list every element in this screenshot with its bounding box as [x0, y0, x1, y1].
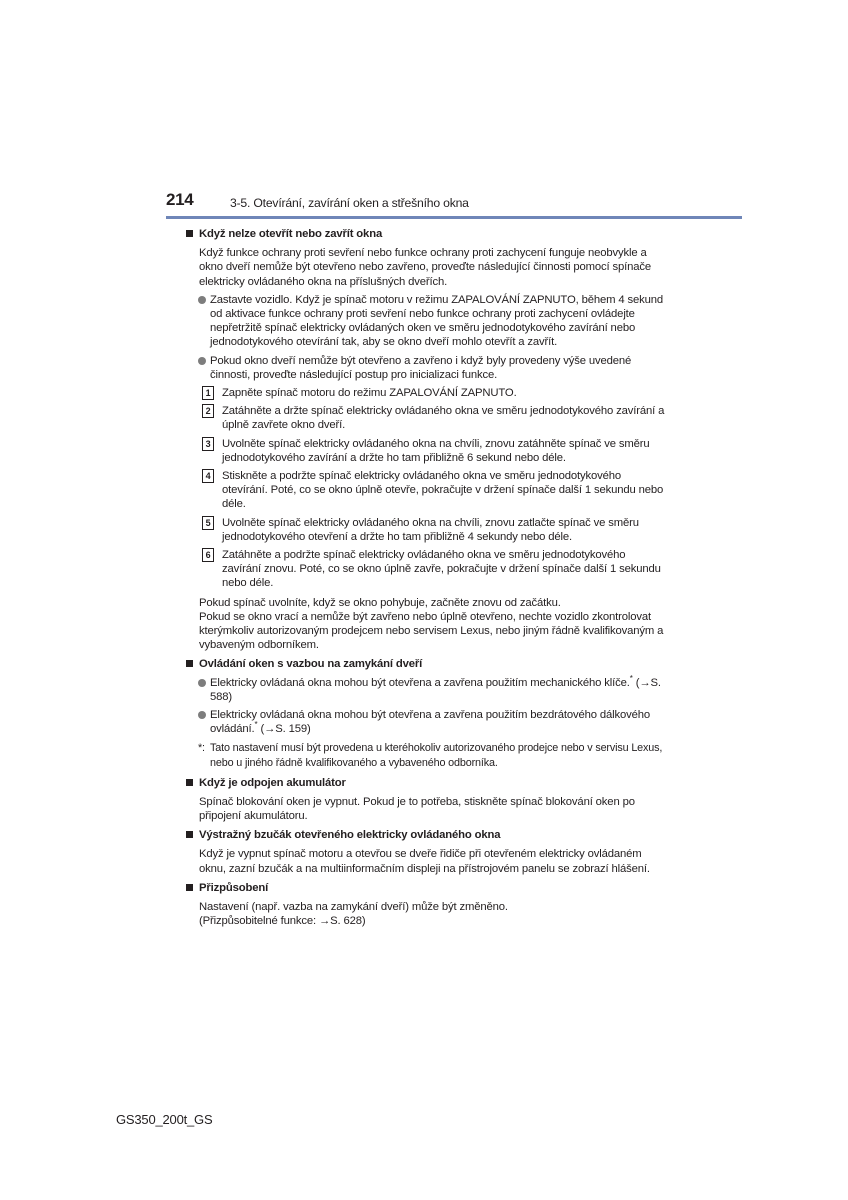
section-heading [186, 776, 666, 790]
page-reference: (→S. 588) [210, 676, 661, 703]
page-number: 214 [166, 190, 194, 209]
paragraph-line: Pokud spínač uvolníte, když se okno pohybuje, začněte znovu od začátku. [199, 596, 561, 609]
step-item [186, 404, 666, 432]
step-number-badge: 5 [202, 516, 214, 530]
footnote-mark: * [629, 673, 633, 683]
square-bullet-icon [186, 660, 193, 667]
circle-bullet-icon [198, 296, 206, 304]
square-bullet-icon [186, 779, 193, 786]
paragraph-line: (Přizpůsobitelné funkce: →S. 628) [199, 915, 366, 928]
step-item [186, 469, 666, 512]
header-rule [166, 216, 742, 219]
section-heading [186, 881, 666, 895]
bullet-text: Zastavte vozidlo. Když je spínač motoru v režimu ZAPALOVÁNÍ ZAPNUTO, během 4 sekund od aktivace funkce ochrany proti sevření nebo funkce ochrany proti zachycení ovládejte nepřetržitě spínač elektricky ovládaných oken ve směru jednodotykového zavírání nebo jednodotykového otevírání tak, aby se okno dveří mohlo otevřít a zavřít. [210, 293, 664, 349]
page-content [186, 227, 666, 928]
circle-bullet-icon [198, 679, 206, 687]
square-bullet-icon [186, 884, 193, 891]
step-item [186, 386, 666, 400]
square-bullet-icon [186, 831, 193, 838]
bullet-text: Pokud okno dveří nemůže být otevřeno a zavřeno i když byly provedeny výše uvedené činnosti, proveďte následující postup pro inicializaci funkce. [210, 354, 632, 381]
paragraph-line: Nastavení (např. vazba na zamykání dveří) může být změněno. [199, 900, 508, 913]
step-number-badge: 1 [202, 386, 214, 400]
step-text: Uvolněte spínač elektricky ovládaného okna na chvíli, znovu zatáhněte spínač ve směru jednodotykového zavírání a držte ho tam přibližně 6 sekund nebo déle. [222, 437, 650, 464]
section-heading [186, 657, 666, 671]
list-item [186, 293, 666, 350]
paragraph: Spínač blokování oken je vypnut. Pokud je to potřeba, stiskněte spínač blokování oken po připojení akumulátoru. [199, 795, 635, 822]
section-heading [186, 227, 666, 241]
paragraph: Když je vypnut spínač motoru a otevřou se dveře řidiče při otevřeném elektricky ovládaném oknu, zazní bzučák a na multiinformačním displeji na přístrojovém panelu se zobrazí hlášení. [199, 848, 650, 875]
step-item [186, 548, 666, 591]
paragraph-line: Pokud se okno vrací a nemůže být zavřeno nebo úplně otevřeno, nechte vozidlo zkontrolovat kterýmkoliv autorizovaným prodejcem nebo servisem Lexus, nebo jiným řádně kvalifikovaným a vybaveným odborníkem. [199, 610, 664, 652]
step-text: Uvolněte spínač elektricky ovládaného okna na chvíli, znovu zatlačte spínač ve směru jednodotykového otevření a držte ho tam přibližně 4 sekundy nebo déle. [222, 516, 639, 543]
step-text: Stiskněte a podržte spínač elektricky ovládaného okna ve směru jednodotykového otevírání. Poté, co se okno úplně otevře, pokračujte v držení spínače další 1 sekundu nebo déle. [222, 470, 664, 511]
paragraph [186, 900, 666, 928]
step-number-badge: 2 [202, 404, 214, 418]
step-number-badge: 4 [202, 469, 214, 483]
paragraph [186, 596, 666, 653]
step-item [186, 516, 666, 544]
section-title: Když nelze otevřít nebo zavřít okna [199, 228, 383, 240]
page-reference: (→S. 159) [260, 723, 311, 736]
list-item [186, 673, 666, 704]
square-bullet-icon [186, 230, 193, 237]
section-title: Ovládání oken s vazbou na zamykání dveří [199, 658, 423, 671]
circle-bullet-icon [198, 357, 206, 365]
paragraph: Když funkce ochrany proti sevření nebo funkce ochrany proti zachycení funguje neobvykle a okno dveří nemůže být otevřeno nebo zavřeno, proveďte následující činnosti pomocí spínače elektricky ovládaného okna na příslušných dveřích. [199, 247, 652, 288]
chapter-title: 3-5. Otevírání, zavírání oken a střešního okna [230, 196, 469, 210]
bullet-text: Elektricky ovládaná okna mohou být otevřena a zavřena použitím bezdrátového dálkového ovládání. [210, 709, 651, 736]
footnote-marker: *: [198, 741, 205, 754]
section-title: Přizpůsobení [199, 881, 269, 894]
step-item [186, 437, 666, 465]
step-number-badge: 3 [202, 437, 214, 451]
section-title: Výstražný bzučák otevřeného elektricky ovládaného okna [199, 829, 501, 842]
section-title: Když je odpojen akumulátor [199, 776, 346, 789]
section-heading [186, 828, 666, 842]
footnote-mark: * [254, 720, 258, 730]
list-item [186, 708, 666, 736]
step-number-badge: 6 [202, 548, 214, 562]
footnote-text: Tato nastavení musí být provedena u kteréhokoliv autorizovaného prodejce nebo v servisu Lexus, nebo u jiného řádně kvalifikovaného a vybaveného odborníka. [210, 741, 663, 769]
step-text: Zatáhněte a podržte spínač elektricky ovládaného okna ve směru jednodotykového zavírání znovu. Poté, co se okno úplně zavře, pokračujte v držení spínače další 1 sekundu nebo déle. [222, 549, 661, 590]
footer-model-code: GS350_200t_GS [116, 1112, 213, 1127]
step-text: Zatáhněte a držte spínač elektricky ovládaného okna ve směru jednodotykového zavírání a úplně zavřete okno dveří. [222, 405, 665, 432]
bullet-text: Elektricky ovládaná okna mohou být otevřena a zavřena použitím mechanického klíče. [210, 676, 630, 689]
step-text: Zapněte spínač motoru do režimu ZAPALOVÁNÍ ZAPNUTO. [222, 387, 517, 400]
circle-bullet-icon [198, 711, 206, 719]
list-item [186, 354, 666, 382]
footnote [186, 741, 666, 771]
